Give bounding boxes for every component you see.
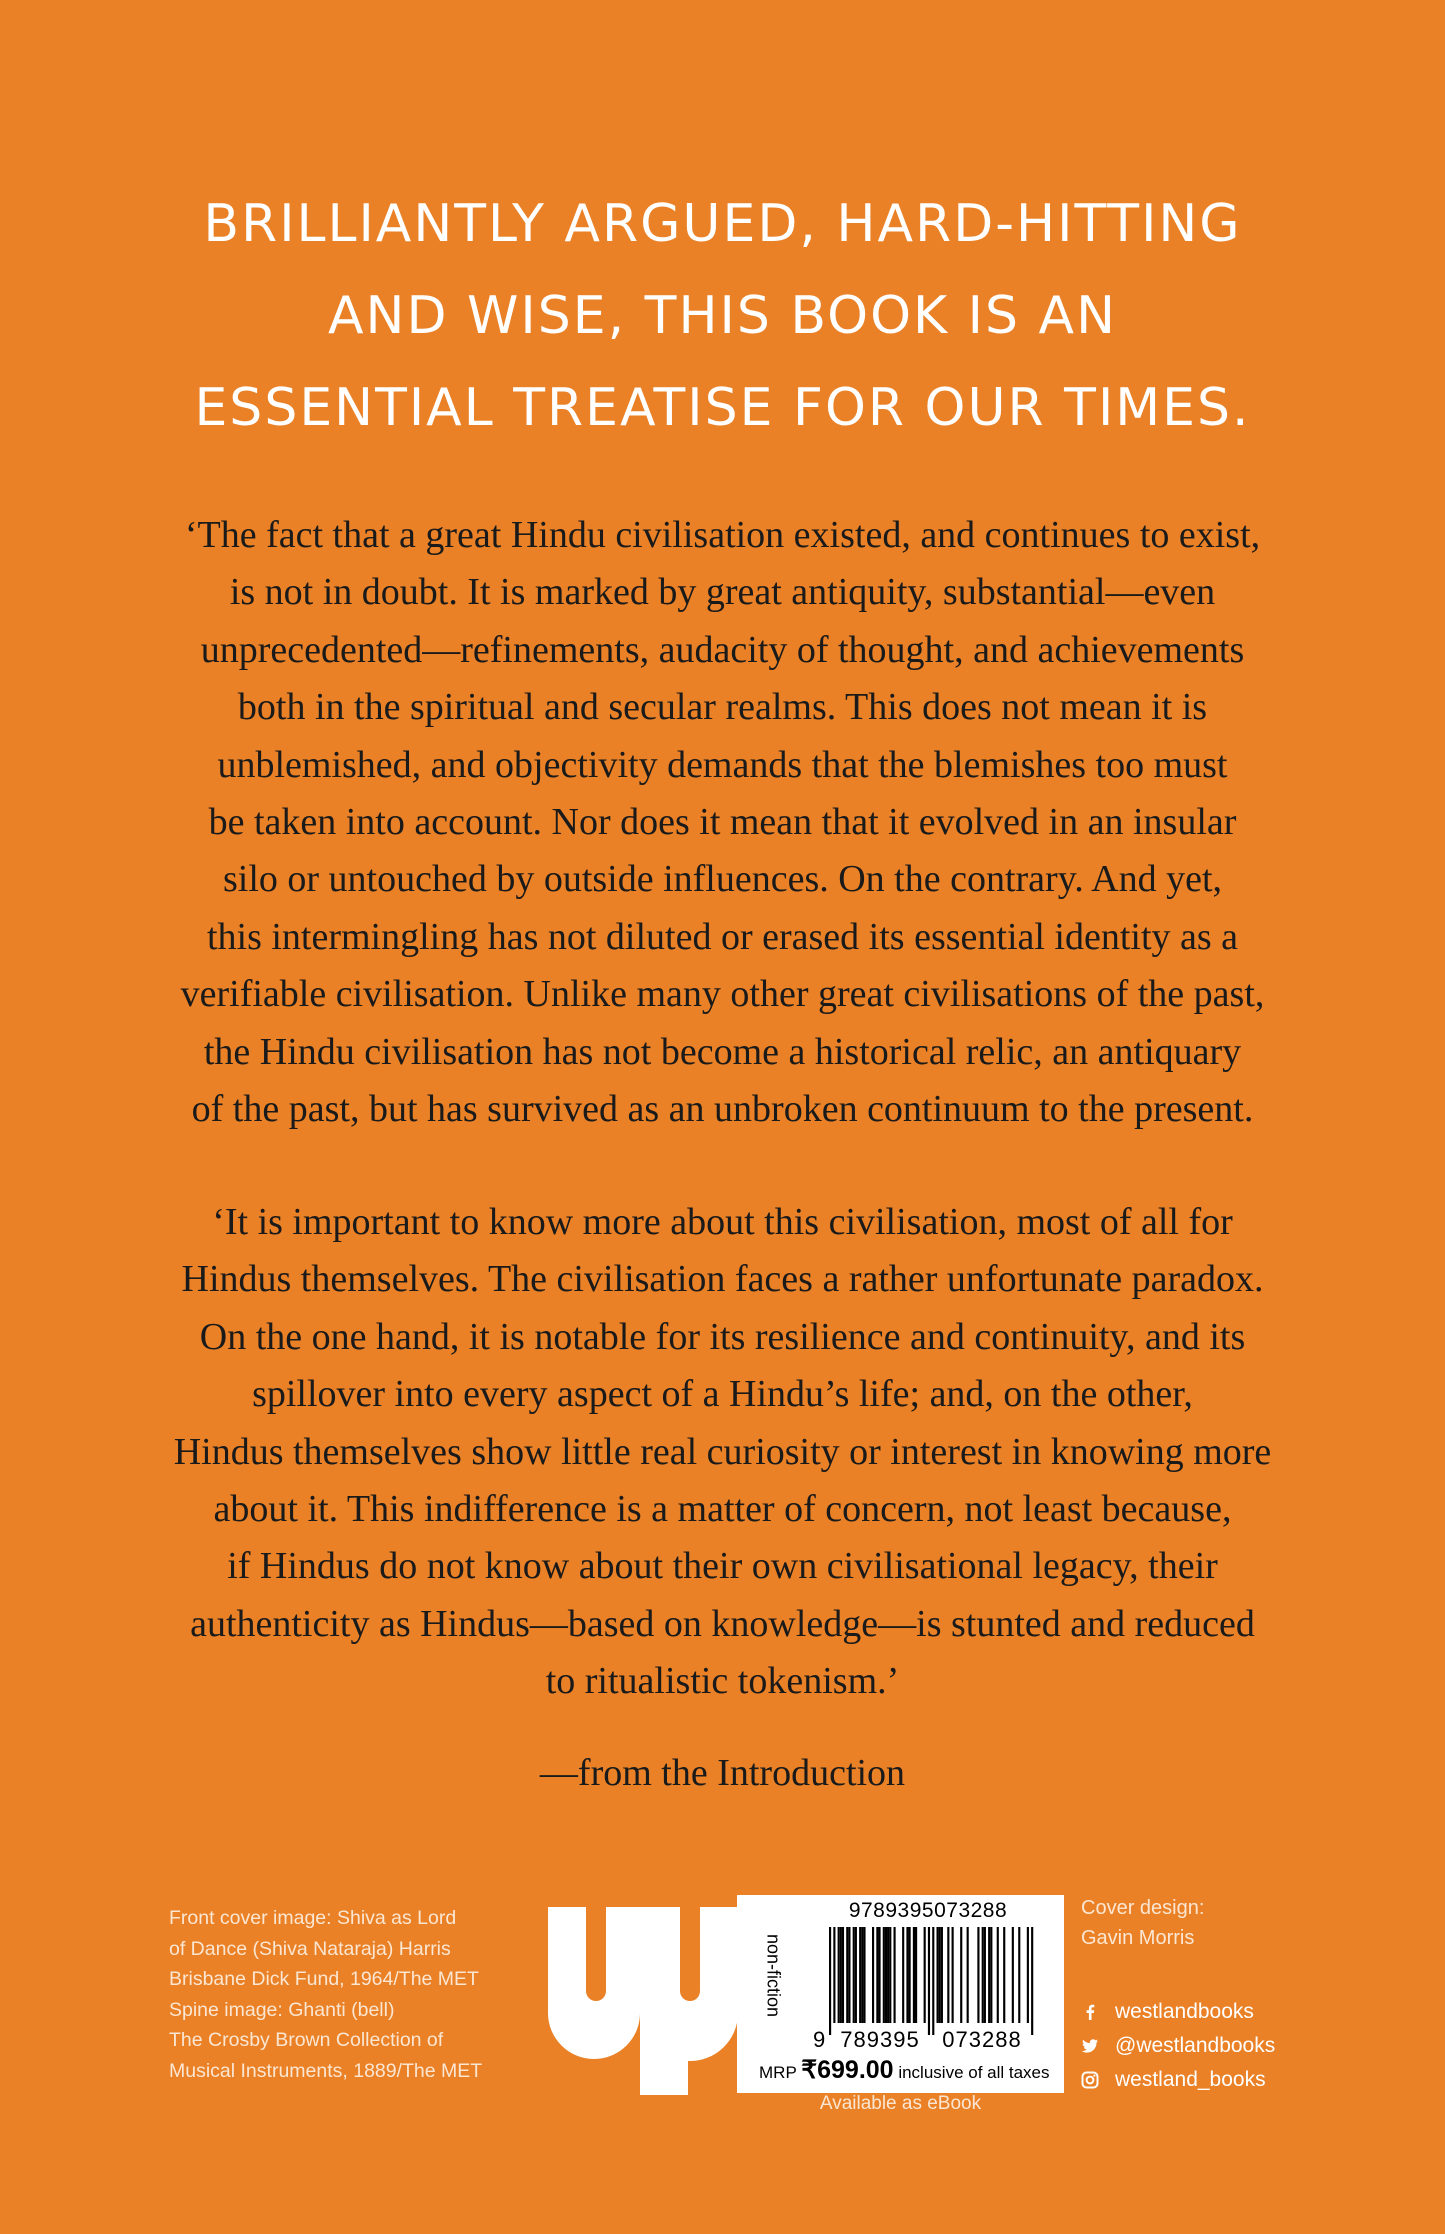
barcode-bar — [947, 1927, 949, 2023]
barcode-bar — [990, 1927, 992, 2023]
quote-line: is not in doubt. It is marked by great antiquity, substantial—even — [229, 571, 1216, 614]
quote-line: silo or untouched by outside influences. On the contrary. And yet, — [222, 858, 1223, 901]
currency-symbol: ₹ — [801, 2056, 818, 2084]
barcode-bar — [977, 1927, 979, 2023]
quote-attribution: —from the Introduction — [539, 1752, 906, 1794]
barcode-bar — [889, 1927, 891, 2023]
quote-line: be taken into account. Nor does it mean that it evolved in an insular — [208, 801, 1237, 844]
quote-line: authenticity as Hindus—based on knowledge—is stunted and reduced — [190, 1602, 1255, 1645]
design-credit-line: Cover design: — [1081, 1897, 1205, 1919]
barcode-bar — [928, 1927, 930, 2035]
credit-line: Front cover image: Shiva as Lord — [169, 1907, 457, 1929]
barcode-bar — [853, 1927, 855, 2023]
barcode-bar — [913, 1927, 915, 2023]
barcode-bar — [887, 1927, 889, 2023]
barcode-bar — [1003, 1927, 1005, 2023]
barcode-bar — [842, 1927, 844, 2023]
barcode-bar — [846, 1927, 848, 2023]
ebook-note: Available as eBook — [819, 2093, 982, 2114]
barcode-bar — [855, 1927, 857, 2023]
quote-line: Hindus themselves show little real curiosity or interest in knowing more — [173, 1430, 1272, 1473]
barcode-bar — [883, 1927, 885, 2023]
isbn-lead-digit: 9 — [813, 2027, 826, 2052]
publisher-logo — [548, 1895, 738, 2095]
quote-line: both in the spiritual and secular realms. This does not mean it is — [237, 686, 1208, 729]
credit-line: Musical Instruments, 1889/The MET — [169, 2059, 483, 2082]
barcode-graphic — [809, 1927, 1045, 2055]
barcode-bar — [894, 1927, 896, 2023]
quote-line: ‘It is important to know more about this civilisation, most of all for — [212, 1201, 1233, 1243]
design-credit-line: Gavin Morris — [1081, 1927, 1195, 1949]
credit-line: Brisbane Dick Fund, 1964/The MET — [169, 1968, 479, 1990]
quote-line: unprecedented—refinements, audacity of thought, and achievements — [200, 628, 1245, 671]
quote-line: On the one hand, it is notable for its resilience and continuity, and its — [199, 1315, 1246, 1358]
social-twitter — [1081, 2029, 1275, 2063]
quote-line: this intermingling has not diluted or erased its essential identity as a — [206, 915, 1239, 958]
book-category: non-fiction — [763, 1933, 784, 2018]
twitter-icon — [1081, 2037, 1099, 2055]
barcode-bar — [863, 1927, 865, 2023]
facebook-icon — [1081, 2003, 1099, 2021]
barcode-bar — [876, 1927, 878, 2023]
price-value: 699.00 — [817, 2056, 894, 2084]
intro-quote-paragraph-2 — [0, 1194, 1445, 1711]
barcode-bar — [960, 1927, 962, 2023]
barcode-bar — [1018, 1927, 1020, 2023]
barcode-panel — [737, 1895, 1064, 2093]
credit-line: of Dance (Shiva Nataraja) Harris — [169, 1937, 451, 1960]
barcode-bar — [924, 1927, 926, 2023]
barcode-bar — [906, 1927, 908, 2023]
barcode-bar — [982, 1927, 984, 2023]
social-instagram — [1081, 2063, 1275, 2097]
isbn-left-digits: 789395 — [840, 2027, 920, 2052]
barcode-bar — [988, 1927, 990, 2023]
barcode-bar — [909, 1927, 911, 2023]
barcode-bar — [915, 1927, 917, 2023]
barcode-bar — [1012, 1927, 1014, 2023]
barcode-bar — [885, 1927, 887, 2023]
barcode-bar — [984, 1927, 986, 2023]
cover-design-credit — [1081, 1893, 1204, 1953]
quote-line: unblemished, and objectivity demands that the blemishes too must — [217, 743, 1228, 786]
barcode-bar — [932, 1927, 934, 2035]
quote-line: ‘The fact that a great Hindu civilisation existed, and continues to exist, — [184, 514, 1261, 556]
isbn-number: 9789395073288 — [848, 1899, 1008, 1922]
barcode-bar — [937, 1927, 939, 2023]
image-credits — [169, 1903, 539, 2086]
credit-line: Spine image: Ghanti (bell) — [169, 1998, 395, 2021]
barcode-bar — [861, 1927, 863, 2023]
headline — [0, 178, 1445, 454]
quote-line: verifiable civilisation. Unlike many other great civilisations of the past, — [180, 973, 1265, 1016]
quote-line: Hindus themselves. The civilisation faces a rather unfortunate paradox. — [181, 1258, 1264, 1301]
quote-line: spillover into every aspect of a Hindu’s life; and, on the other, — [252, 1373, 1193, 1416]
quote-line: to ritualistic tokenism.’ — [545, 1660, 900, 1703]
barcode-bar — [941, 1927, 943, 2023]
barcode-bar — [967, 1927, 969, 2023]
barcode-bar — [952, 1927, 954, 2023]
quote-line: of the past, but has survived as an unbroken continuum to the present. — [191, 1088, 1254, 1131]
instagram-icon — [1081, 2071, 1099, 2089]
isbn-right-digits: 073288 — [942, 2027, 1022, 2052]
barcode-bar — [1027, 1927, 1029, 2035]
barcode-bar — [833, 1927, 835, 2035]
barcode-bar — [878, 1927, 880, 2023]
headline-line: BRILLIANTLY ARGUED, HARD-HITTING — [203, 194, 1242, 254]
barcode-bar — [1031, 1927, 1033, 2035]
barcode-bar — [939, 1927, 941, 2023]
social-links — [1081, 1995, 1275, 2097]
facebook-handle: westlandbooks — [1115, 2000, 1254, 2023]
barcode-bar — [872, 1927, 874, 2023]
price-line — [759, 2055, 1059, 2085]
quote-line: the Hindu civilisation has not become a historical relic, an antiquary — [203, 1030, 1242, 1073]
twitter-handle: @westlandbooks — [1115, 2034, 1276, 2057]
barcode-bar — [997, 1927, 999, 2023]
tax-note: inclusive of all taxes — [898, 2063, 1050, 2082]
credit-line: The Crosby Brown Collection of — [169, 2029, 444, 2051]
instagram-handle: westland_books — [1115, 2068, 1266, 2091]
barcode-bar — [902, 1927, 904, 2023]
quote-line: about it. This indifference is a matter of concern, not least because, — [213, 1488, 1232, 1531]
headline-line: AND WISE, THIS BOOK IS AN — [327, 286, 1118, 346]
barcode-bar — [848, 1927, 850, 2023]
barcode-bar — [859, 1927, 861, 2023]
social-facebook — [1081, 1995, 1275, 2029]
quote-line: if Hindus do not know about their own civilisational legacy, their — [227, 1545, 1218, 1588]
barcode-bar — [840, 1927, 842, 2023]
mrp-label: MRP — [759, 2063, 797, 2082]
barcode-bar — [838, 1927, 840, 2023]
headline-line: ESSENTIAL TREATISE FOR OUR TIMES. — [194, 378, 1251, 438]
intro-quote-paragraph-1 — [0, 507, 1445, 1138]
barcode-bar — [829, 1927, 831, 2035]
